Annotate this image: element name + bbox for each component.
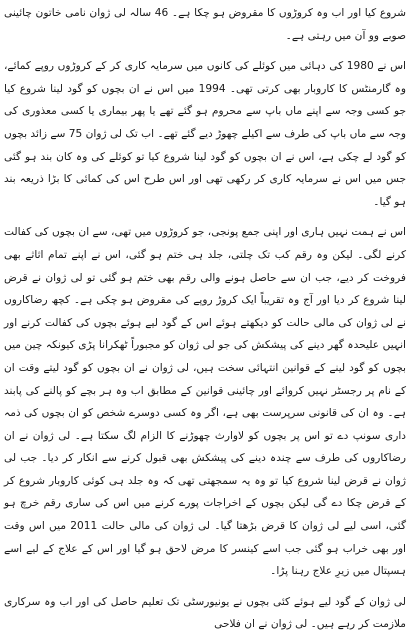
article-body xyxy=(4,2,406,644)
article-paragraph: لی ژوان کے گود لیے ہوئے کئی بچوں نے یونیورسٹی تک تعلیم حاصل کی اور اب وہ سرکاری ملازمت کر رہے ہیں۔ لی ژوان نے ان فلاحی xyxy=(4,595,406,631)
article-paragraph: شروع کیا اور اب وہ کروڑوں کا مقروض ہو چکا ہے۔ 46 سالہ لی ژوان نامی خاتون چائینی صوبے وو آن میں رہتی ہے۔ xyxy=(4,7,406,42)
article-paragraph: اس نے 1980 کی دہائی میں کوئلے کی کانوں میں سرمایہ کاری کر کے کروڑوں روپے کمائے، وہ گارمنٹس کا کاروبار بھی کرتی تھی۔ 1994 میں اس نے ان بچوں کو گود لینا شروع کیا جو کسی وجہ سے اپنے ماں باپ سے محروم ہو گئے تھے یا پھر بیماری یا کسی معذوری کی وجہ سے ماں باپ کی طرف سے اکیلے چھوڑ دیے گئے تھے۔ اب تک لی ژوان 75 سے زائد بچوں کو گود لے چکی ہے، اس نے ان بچوں کو گود لینا شروع کیا تو کوئلے کی وہ کان بند ہو گئی جس میں اس نے سرمایہ کاری کر رکھی تھی اور اس طرح اس کی کمائی کا بڑا ذریعہ بند ہو گیا۔ xyxy=(3,60,406,208)
article-paragraph: اس نے ہمت نہیں ہاری اور اپنی جمع پونجی، جو کروڑوں میں تھی، سے ان بچوں کی کفالت کرنے لگی۔ لیکن وہ رقم کب تک چلتی، جلد ہی ختم ہو گئی، اس نے اپنے تمام اثاثے بھی فروخت کر دیے، جب ان سے حاصل ہونے والی رقم بھی ختم ہو گئی تو لی ژوان نے قرض لینا شروع کر دیا اور آج وہ تقریباً ایک کروڑ روپے کی مقروض ہو چکی ہے۔ کچھ رضاکاروں نے لی ژوان کی مالی حالت کو دیکھتے ہوئے اس کے گود لیے ہوئے بچوں کی کفالت کرنے اور انہیں علیحدہ گھر دینے کی پیشکش کی جو لی ژوان کو مجبوراً ٹھکرانا پڑی کیونکہ چین میں بچوں کو گود لینے کے قوانین انتہائی سخت ہیں، لی ژوان نے ان بچوں کو گود لیتے وقت ان کے نام پر رجسٹر نہیں کروائے اور چائینی قوانین کے مطابق اب وہ ہر بچے کو پالنے کی پابند ہے۔ وہ ان کی قانونی سرپرست بھی ہے، اگر وہ کسی دوسرے شخص کو ان بچوں کی ذمہ داری سونپ دے تو اس پر بچوں کو لاوارث چھوڑنے کا الزام لگ سکتا ہے۔ لی ژوان نے ان رضاکاروں کی طرف سے چندہ دینے کی پیشکش بھی قبول کرنے سے انکار کر دیا۔ جب لی ژوان نے قرض لینا شروع کیا تو وہ یہ سمجھتی تھی کہ وہ جلد ہی کوئی کاروبار شروع کر کے قرض چکا دے گی لیکن بچوں کے اخراجات پورے کرنے میں اس کی ساری رقم خرچ ہو گئی، اسی لیے لی ژوان کا قرض بڑھتا گیا۔ لی ژوان کی مالی حالت 2011 میں اس وقت اور بھی خراب ہو گئی جب اسے کینسر کا مرض لاحق ہو گیا اور اس کے علاج کے لیے اسے ہسپتال میں زیرِ علاج رہنا پڑا۔ xyxy=(4,226,406,578)
